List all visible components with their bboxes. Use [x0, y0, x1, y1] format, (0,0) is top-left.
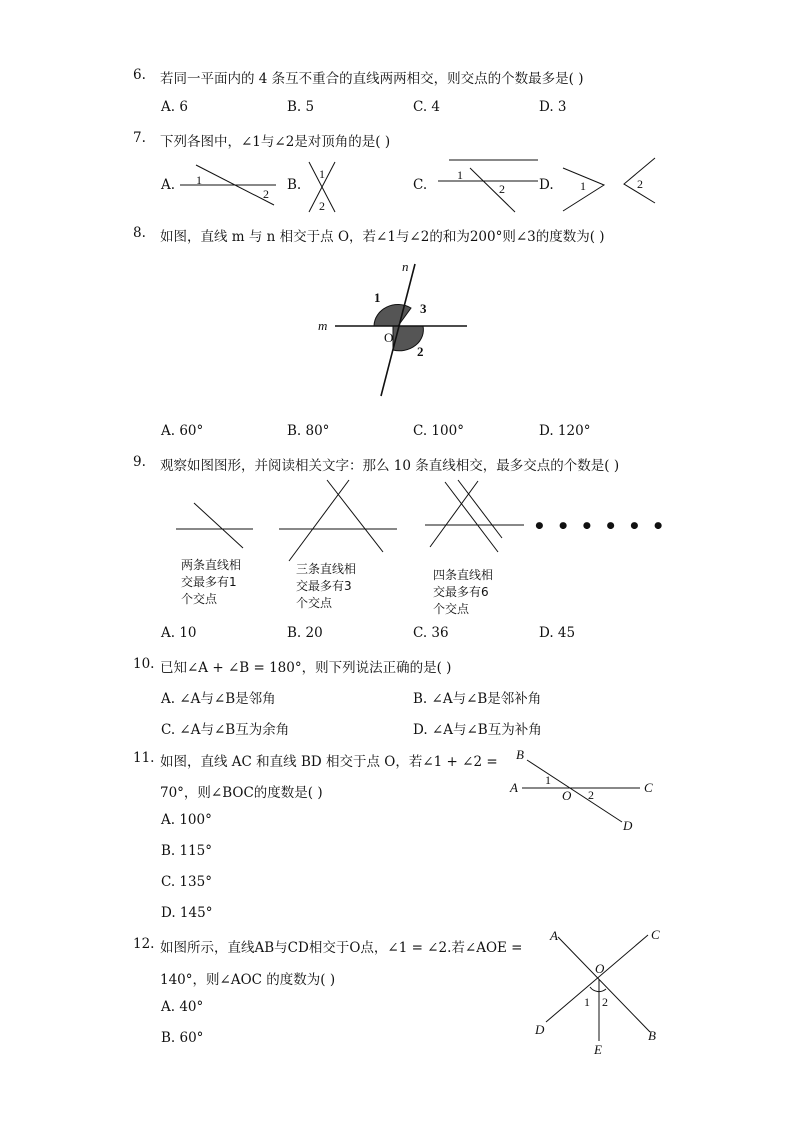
angle-label: 2	[602, 995, 608, 1009]
option-a: A. ∠A与∠B是邻角	[161, 691, 276, 707]
angle-label: 1	[196, 173, 202, 187]
question-text: 观察如图图形，并阅读相关文字：那么 10 条直线相交，最多交点的个数是( )	[160, 458, 620, 474]
line-label: n	[402, 259, 409, 274]
caption-4-lines: 四条直线相 交最多有6 个交点	[433, 568, 494, 616]
option-c: C. 4	[413, 99, 441, 115]
option-c: C.	[413, 177, 428, 193]
angle-label: 1	[580, 179, 586, 193]
point-label: O	[384, 330, 394, 345]
option-d: D. ∠A与∠B互为补角	[413, 722, 542, 738]
angle-label: 1	[374, 290, 381, 305]
angle-label: 2	[319, 199, 325, 213]
question-text: 70°，则∠BOC的度数是( )	[160, 785, 323, 801]
ellipsis-dots: • • • • • •	[533, 514, 667, 538]
option-c: C. 135°	[161, 874, 212, 890]
option-b: B. 20	[287, 625, 323, 641]
point-label: E	[594, 1042, 602, 1057]
option-c: C. 36	[413, 625, 449, 641]
point-label: A	[550, 928, 558, 943]
option-b: B.	[287, 177, 302, 193]
q7-figures	[0, 0, 794, 240]
option-b: B. 5	[287, 99, 315, 115]
option-a: A. 100°	[161, 812, 212, 828]
option-c: C. 100°	[413, 423, 464, 439]
option-d: D. 120°	[539, 423, 591, 439]
caption-2-lines: 两条直线相 交最多有1 个交点	[181, 558, 242, 606]
caption-3-lines: 三条直线相 交最多有3 个交点	[296, 562, 357, 610]
question-number: 7.	[133, 130, 146, 146]
angle-label: 2	[637, 177, 643, 191]
point-label: D	[623, 818, 633, 833]
question-text: 下列各图中，∠1与∠2是对顶角的是( )	[160, 134, 391, 150]
option-a: A. 60°	[161, 423, 204, 439]
point-label: D	[535, 1022, 545, 1037]
question-number: 10.	[133, 656, 155, 672]
angle-label: 3	[420, 301, 427, 316]
question-text: 如图，直线 m 与 n 相交于点 O，若∠1与∠2的和为200°则∠3的度数为( )	[160, 229, 605, 245]
option-d: D.	[539, 177, 554, 193]
option-d: D. 45	[539, 625, 576, 641]
point-label: A	[510, 780, 518, 795]
q8-figure	[300, 255, 500, 405]
point-label: O	[562, 788, 572, 803]
angle-label: 2	[263, 187, 269, 201]
option-b: B. 60°	[161, 1030, 204, 1046]
question-text: 140°，则∠AOC 的度数为( )	[160, 972, 336, 988]
option-b: B. 115°	[161, 843, 213, 859]
option-c: C. ∠A与∠B互为余角	[161, 722, 290, 738]
point-label: O	[595, 961, 605, 976]
q11-figure	[500, 740, 670, 840]
question-number: 8.	[133, 225, 146, 241]
option-d: D. 3	[539, 99, 567, 115]
angle-label: 1	[319, 167, 325, 181]
angle-label: 2	[417, 344, 424, 359]
angle-label: 2	[499, 182, 505, 196]
q12-figure	[520, 920, 680, 1060]
question-text: 若同一平面内的 4 条互不重合的直线两两相交，则交点的个数最多是( )	[160, 71, 584, 87]
question-number: 11.	[133, 750, 155, 766]
line-label: m	[318, 318, 328, 333]
option-b: B. ∠A与∠B是邻补角	[413, 691, 542, 707]
option-a: A. 6	[161, 99, 188, 115]
question-text: 已知∠A + ∠B = 180°，则下列说法正确的是( )	[160, 660, 452, 676]
option-a: A.	[161, 177, 176, 193]
angle-label: 1	[584, 995, 590, 1009]
point-label: B	[516, 747, 524, 762]
question-number: 9.	[133, 454, 146, 470]
point-label: C	[644, 780, 653, 795]
angle-label: 2	[588, 788, 594, 802]
question-number: 6.	[133, 67, 146, 83]
q9-figures	[0, 470, 794, 580]
angle-label: 1	[545, 773, 551, 787]
angle-label: 1	[457, 168, 463, 182]
option-a: A. 40°	[161, 999, 204, 1015]
option-a: A. 10	[161, 625, 197, 641]
point-label: B	[648, 1028, 656, 1043]
question-text: 如图所示，直线AB与CD相交于O点，∠1 = ∠2.若∠AOE =	[160, 940, 523, 956]
option-d: D. 145°	[161, 905, 213, 921]
question-number: 12.	[133, 936, 155, 952]
option-b: B. 80°	[287, 423, 330, 439]
point-label: C	[651, 927, 660, 942]
question-text: 如图，直线 AC 和直线 BD 相交于点 O，若∠1 + ∠2 =	[160, 754, 498, 770]
